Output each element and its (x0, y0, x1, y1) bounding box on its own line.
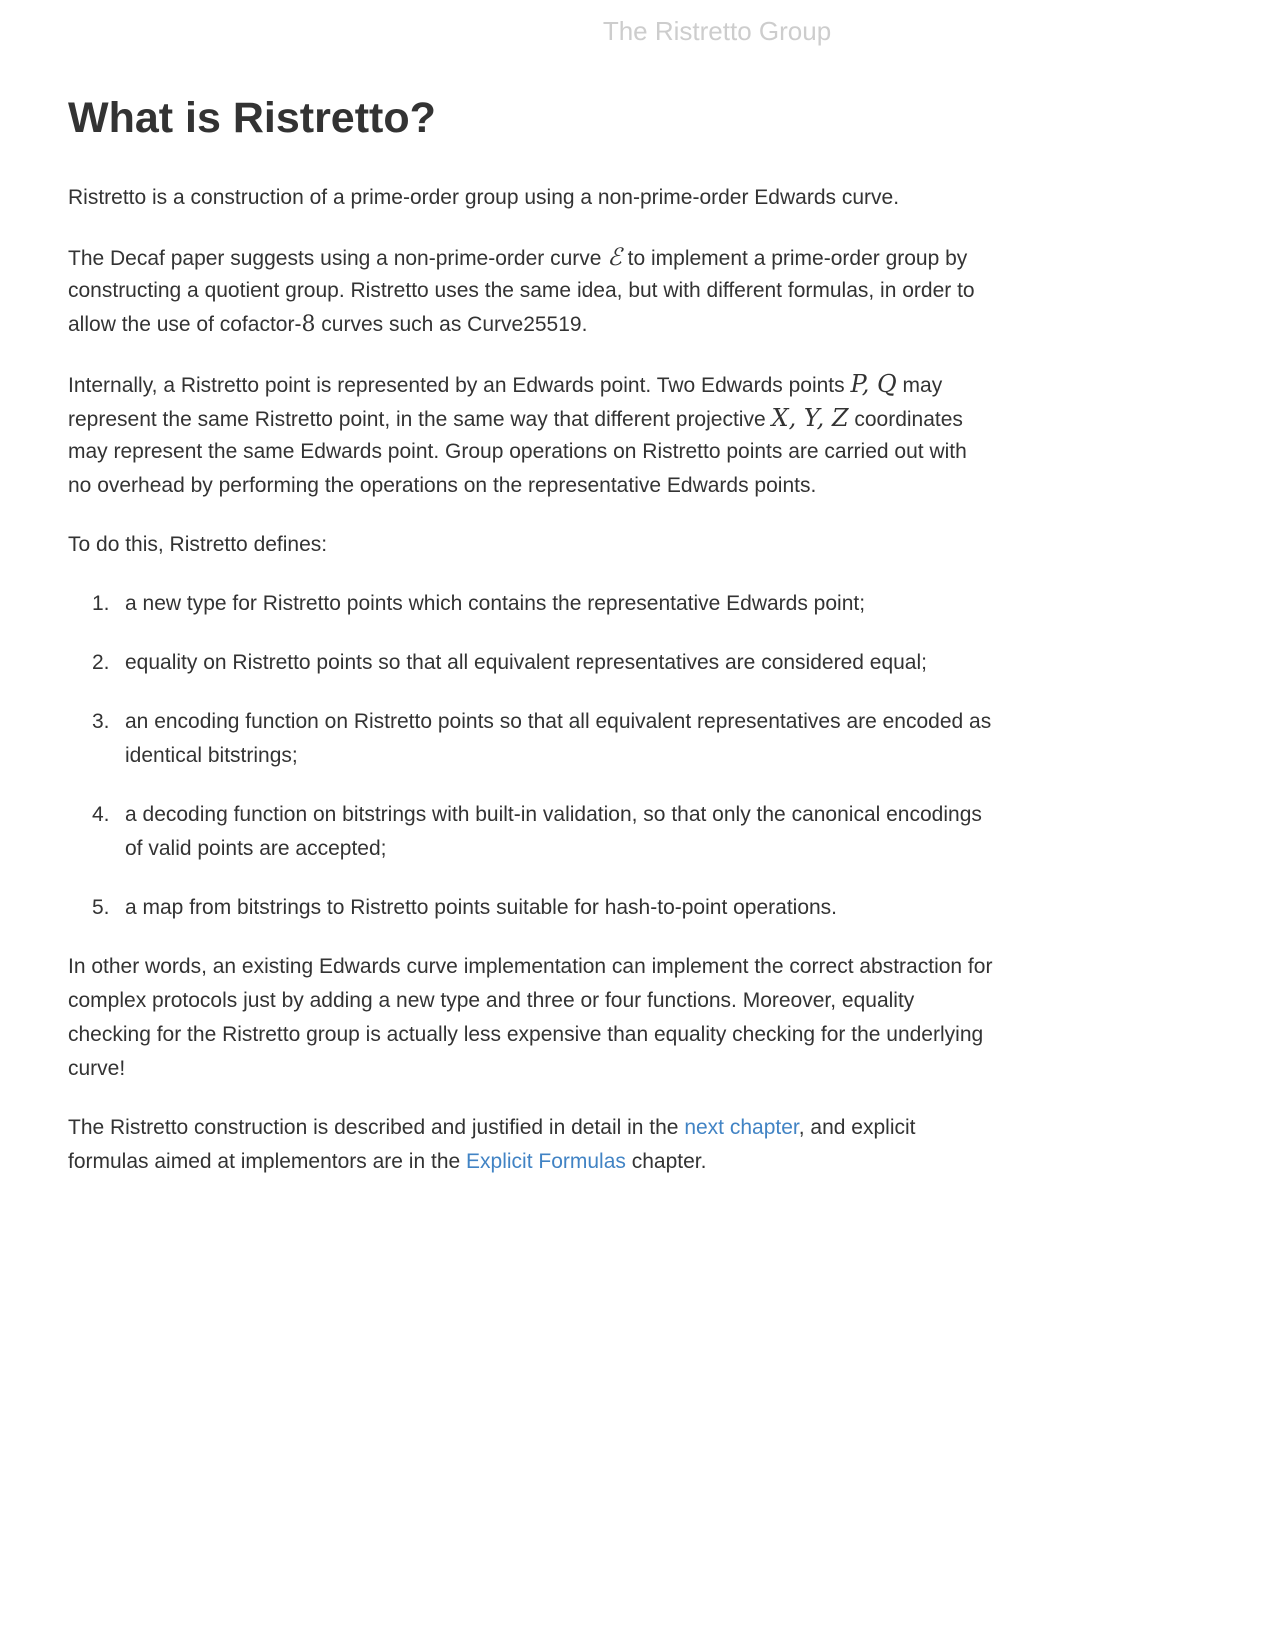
list-item-text (125, 587, 865, 621)
inline-math: X, Y, Z (771, 403, 849, 432)
inline-math: P, Q (850, 369, 897, 398)
list-item (68, 705, 1156, 773)
text-line: curve! (68, 1056, 126, 1080)
inline-math: ℰ (607, 242, 622, 271)
list-item (68, 798, 1156, 866)
list-item-text (125, 705, 991, 773)
list-item-text (125, 798, 982, 866)
list-item (68, 587, 1156, 621)
list-item-number: 3. (92, 709, 110, 733)
article-body (68, 181, 1156, 1179)
list-item-number: 2. (92, 650, 110, 674)
paragraph (68, 950, 1156, 1086)
text-line: of valid points are accepted; (125, 836, 387, 860)
text-line: To do this, Ristretto defines: (68, 532, 328, 556)
text-line: formulas aimed at implementors are in the Explicit Formulas chapter. (68, 1149, 707, 1173)
text-line: a map from bitstrings to Ristretto points suitable for hash-to-point operations. (125, 895, 838, 919)
paragraph (68, 528, 1156, 562)
link-explicit-formulas[interactable]: Explicit Formulas (466, 1149, 626, 1173)
page-title: What is Ristretto? (68, 94, 436, 142)
text-line: no overhead by performing the operations on the representative Edwards points. (68, 473, 817, 497)
text-line: equality on Ristretto points so that all equivalent representatives are considered equal; (125, 650, 927, 674)
link-next-chapter[interactable]: next chapter (684, 1115, 799, 1139)
text-line: a new type for Ristretto points which contains the representative Edwards point; (125, 591, 866, 615)
text-line: identical bitstrings; (125, 743, 298, 767)
text-line: The Decaf paper suggests using a non-prime-order curve ℰ to implement a prime-order group by (68, 242, 968, 271)
text-line: may represent the same Edwards point. Group operations on Ristretto points are carried out with (68, 439, 967, 463)
list-item-text (125, 646, 927, 680)
text-line: The Ristretto construction is described and justified in detail in the next chapter, and explicit (68, 1115, 916, 1139)
list-item-text (125, 891, 837, 925)
list-item-number: 5. (92, 895, 110, 919)
list-item-number: 4. (92, 802, 110, 826)
text-line: allow the use of cofactor-8 curves such as Curve25519. (68, 311, 588, 337)
paragraph (68, 1111, 1156, 1179)
text-line: an encoding function on Ristretto points so that all equivalent representatives are encoded as (125, 709, 992, 733)
paragraph (68, 240, 1156, 342)
ordered-list (68, 587, 1156, 925)
book-title: The Ristretto Group (602, 16, 832, 46)
text-line: Ristretto is a construction of a prime-order group using a non-prime-order Edwards curve. (68, 185, 900, 209)
text-line: complex protocols just by adding a new type and three or four functions. Moreover, equality (68, 988, 915, 1012)
paragraph (68, 181, 1156, 215)
list-item (68, 891, 1156, 925)
text-line: represent the same Ristretto point, in the same way that different projective X, Y, Z coordinates (68, 403, 963, 432)
menu-bar (0, 0, 1286, 49)
text-line: checking for the Ristretto group is actually less expensive than equality checking for the underlying (68, 1022, 984, 1046)
inline-math: 8 (301, 311, 316, 337)
text-line: a decoding function on bitstrings with built-in validation, so that only the canonical encodings (125, 802, 982, 826)
page-content (0, 93, 1286, 1179)
list-item (68, 646, 1156, 680)
text-line: Internally, a Ristretto point is represented by an Edwards point. Two Edwards points P, Q may (68, 369, 943, 398)
text-line: constructing a quotient group. Ristretto uses the same idea, but with different formulas, in order to (68, 278, 975, 302)
text-line: In other words, an existing Edwards curve implementation can implement the correct abstraction for (68, 954, 993, 978)
paragraph (68, 367, 1156, 503)
list-item-number: 1. (92, 591, 110, 615)
